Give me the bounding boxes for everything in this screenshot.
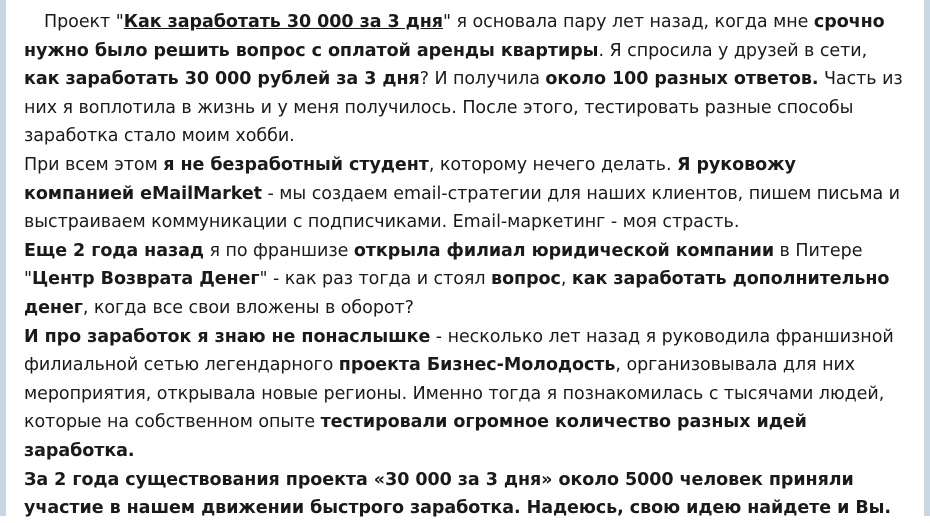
paragraph-3 [24,237,908,323]
text-run: Как заработать 30 000 за 3 дня [123,12,443,32]
text-run: " я основала пару лет назад, когда мне [442,12,814,32]
text-run: , [560,269,572,290]
text-run: около 100 разных ответов. [545,69,819,90]
text-run: тестировали огромное количество разных идей заработка. [24,412,807,461]
text-run: - мы создаем email-стратегии для наших клиентов, пишем письма и выстраиваем коммуникации с подписчиками. Email-маркетинг - моя страсть. [24,183,900,233]
text-run: Проект " [44,12,124,32]
text-run: как заработать 30 000 рублей за 3 дня [24,69,420,90]
text-run: , которому нечего делать. [428,154,677,175]
text-run: срочно нужно было решить вопрос с оплатой аренды квартиры [24,12,885,61]
text-run: как заработать дополнительно денег [24,269,890,318]
document-body [6,0,924,523]
text-run: , когда все свои вложены в оборот? [82,297,414,318]
text-run: вопрос [491,269,561,290]
text-run: ? И получила [419,69,546,90]
text-run: , организовывала для них мероприятия, открывала новые регионы. Именно тогда я познакомилась с тысячами людей, которые на собственном опыте [24,355,885,433]
text-run: И про заработок я знаю не понаслышке [24,326,431,347]
text-run: Еще 2 года назад [24,240,204,261]
paragraph-5 [24,466,908,523]
text-run: Часть из них я воплотила в жизнь и у меня получилось. После этого, тестировать разные способы заработка стало моим хобби. [24,69,903,147]
text-run: я не безработный студент [163,154,429,175]
text-run: проекта Бизнес-Молодость [338,355,616,376]
paragraph-2 [24,151,908,237]
text-run: Я руковожу компанией eMailMarket [24,154,796,204]
text-run: " - как раз тогда и стоял [259,269,492,290]
paragraph-1 [24,8,908,151]
text-run: При всем этом [24,154,164,175]
text-run: открыла филиал юридической компании [353,240,775,261]
text-run: я по франшизе [203,240,354,261]
text-run: - несколько лет назад я руководила франшизной филиальной сетью легендарного [24,326,894,376]
text-run: За 2 года существования проекта «30 000 за 3 дня» около 5000 человек приняли участие в нашем движении быстрого заработка. Надеюсь, свою идею найдете и Вы. [24,469,892,519]
text-run: . Я спросила у друзей в сети, [598,40,868,61]
text-run: Центр Возврата Денег [32,269,260,290]
text-run: в Питере " [24,240,863,290]
paragraph-4 [24,323,908,466]
